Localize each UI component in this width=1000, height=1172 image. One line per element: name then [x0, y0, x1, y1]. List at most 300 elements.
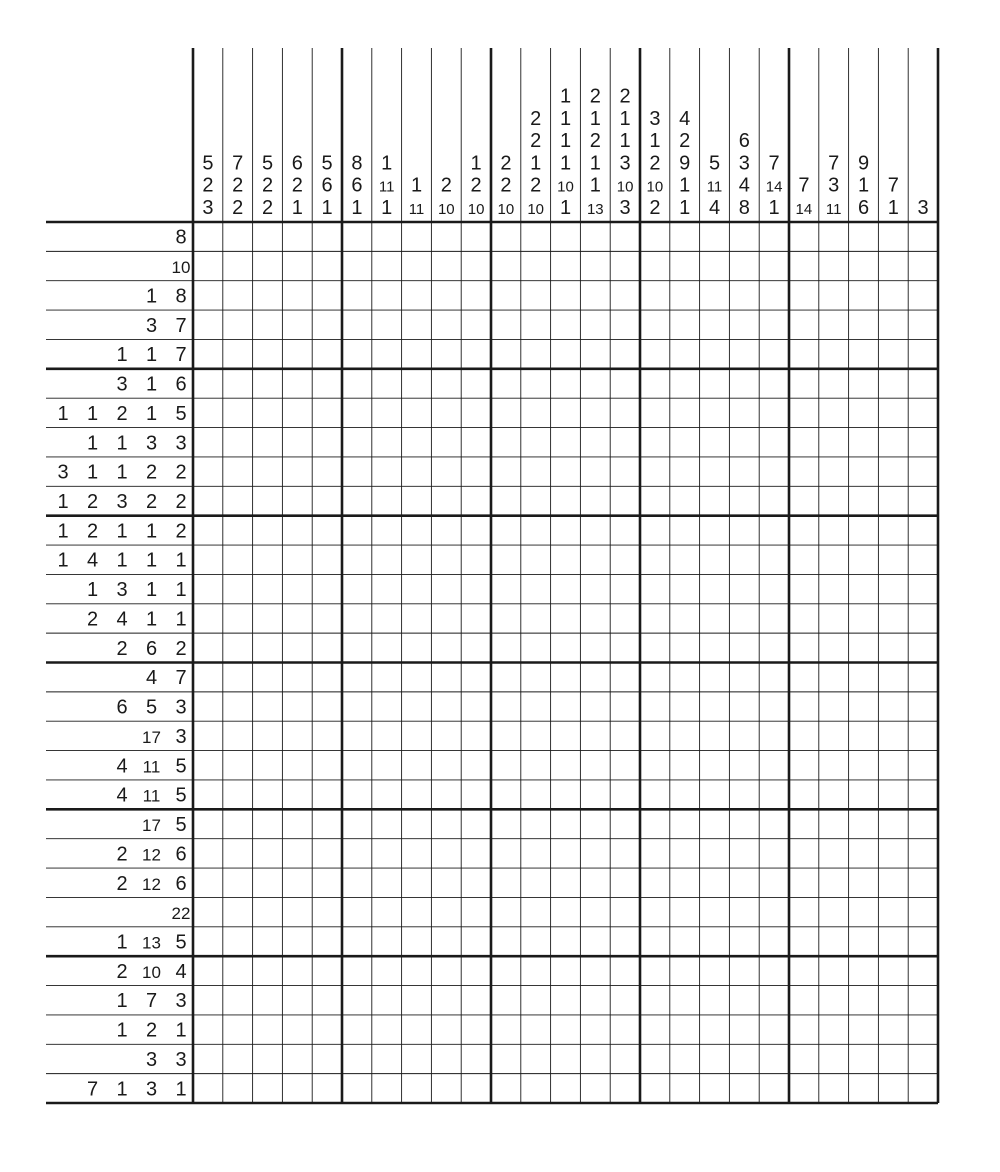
grid-cell[interactable] [431, 486, 461, 515]
grid-cell[interactable] [789, 809, 819, 838]
grid-cell[interactable] [312, 956, 342, 985]
grid-cell[interactable] [700, 692, 730, 721]
grid-cell[interactable] [670, 574, 700, 603]
grid-cell[interactable] [580, 721, 610, 750]
grid-cell[interactable] [610, 986, 640, 1015]
grid-cell[interactable] [789, 868, 819, 897]
grid-cell[interactable] [402, 516, 432, 545]
grid-cell[interactable] [908, 780, 938, 809]
grid-cell[interactable] [849, 428, 879, 457]
grid-cell[interactable] [551, 486, 581, 515]
grid-cell[interactable] [223, 780, 253, 809]
grid-cell[interactable] [640, 339, 670, 368]
grid-cell[interactable] [193, 721, 223, 750]
grid-cell[interactable] [819, 516, 849, 545]
grid-cell[interactable] [461, 1015, 491, 1044]
grid-cell[interactable] [372, 574, 402, 603]
grid-cell[interactable] [312, 1074, 342, 1103]
grid-cell[interactable] [640, 457, 670, 486]
grid-cell[interactable] [849, 222, 879, 251]
grid-cell[interactable] [372, 868, 402, 897]
grid-cell[interactable] [342, 809, 372, 838]
grid-cell[interactable] [878, 868, 908, 897]
grid-cell[interactable] [729, 1015, 759, 1044]
grid-cell[interactable] [878, 692, 908, 721]
grid-cell[interactable] [640, 369, 670, 398]
grid-cell[interactable] [461, 339, 491, 368]
grid-cell[interactable] [610, 692, 640, 721]
grid-cell[interactable] [789, 956, 819, 985]
grid-cell[interactable] [461, 663, 491, 692]
grid-cell[interactable] [521, 663, 551, 692]
grid-cell[interactable] [193, 751, 223, 780]
grid-cell[interactable] [759, 868, 789, 897]
grid-cell[interactable] [700, 369, 730, 398]
grid-cell[interactable] [640, 1044, 670, 1073]
grid-cell[interactable] [282, 839, 312, 868]
grid-cell[interactable] [402, 1015, 432, 1044]
grid-cell[interactable] [402, 222, 432, 251]
grid-cell[interactable] [431, 897, 461, 926]
grid-cell[interactable] [461, 281, 491, 310]
grid-cell[interactable] [372, 545, 402, 574]
grid-cell[interactable] [700, 428, 730, 457]
grid-cell[interactable] [402, 457, 432, 486]
grid-cell[interactable] [759, 251, 789, 280]
grid-cell[interactable] [908, 868, 938, 897]
grid-cell[interactable] [700, 897, 730, 926]
grid-cell[interactable] [223, 956, 253, 985]
grid-cell[interactable] [700, 751, 730, 780]
grid-cell[interactable] [759, 339, 789, 368]
grid-cell[interactable] [431, 868, 461, 897]
grid-cell[interactable] [521, 897, 551, 926]
grid-cell[interactable] [551, 780, 581, 809]
grid-cell[interactable] [670, 1015, 700, 1044]
grid-cell[interactable] [670, 868, 700, 897]
grid-cell[interactable] [372, 604, 402, 633]
grid-cell[interactable] [789, 839, 819, 868]
grid-cell[interactable] [282, 1044, 312, 1073]
grid-cell[interactable] [819, 310, 849, 339]
grid-cell[interactable] [610, 956, 640, 985]
grid-cell[interactable] [372, 986, 402, 1015]
grid-cell[interactable] [282, 1074, 312, 1103]
grid-cell[interactable] [431, 663, 461, 692]
grid-cell[interactable] [491, 604, 521, 633]
grid-cell[interactable] [253, 457, 283, 486]
grid-cell[interactable] [551, 545, 581, 574]
grid-cell[interactable] [610, 633, 640, 662]
grid-cell[interactable] [700, 986, 730, 1015]
grid-cell[interactable] [521, 986, 551, 1015]
grid-cell[interactable] [491, 339, 521, 368]
grid-cell[interactable] [342, 251, 372, 280]
grid-cell[interactable] [372, 310, 402, 339]
grid-cell[interactable] [461, 398, 491, 427]
grid-cell[interactable] [610, 222, 640, 251]
grid-cell[interactable] [551, 339, 581, 368]
grid-cell[interactable] [372, 486, 402, 515]
grid-cell[interactable] [193, 310, 223, 339]
grid-cell[interactable] [431, 604, 461, 633]
grid-cell[interactable] [223, 486, 253, 515]
grid-cell[interactable] [551, 956, 581, 985]
grid-cell[interactable] [580, 486, 610, 515]
grid-cell[interactable] [372, 339, 402, 368]
grid-cell[interactable] [670, 780, 700, 809]
grid-cell[interactable] [223, 1015, 253, 1044]
grid-cell[interactable] [402, 986, 432, 1015]
grid-cell[interactable] [402, 721, 432, 750]
grid-cell[interactable] [610, 486, 640, 515]
grid-cell[interactable] [282, 604, 312, 633]
grid-cell[interactable] [551, 809, 581, 838]
grid-cell[interactable] [819, 222, 849, 251]
grid-cell[interactable] [849, 281, 879, 310]
grid-cell[interactable] [849, 1015, 879, 1044]
grid-cell[interactable] [670, 516, 700, 545]
grid-cell[interactable] [819, 751, 849, 780]
grid-cell[interactable] [491, 457, 521, 486]
grid-cell[interactable] [789, 780, 819, 809]
grid-cell[interactable] [551, 692, 581, 721]
grid-cell[interactable] [640, 251, 670, 280]
grid-cell[interactable] [312, 809, 342, 838]
grid-cell[interactable] [819, 281, 849, 310]
grid-cell[interactable] [670, 986, 700, 1015]
grid-cell[interactable] [402, 310, 432, 339]
grid-cell[interactable] [282, 516, 312, 545]
grid-cell[interactable] [402, 751, 432, 780]
grid-cell[interactable] [521, 457, 551, 486]
grid-cell[interactable] [491, 369, 521, 398]
grid-cell[interactable] [908, 1015, 938, 1044]
grid-cell[interactable] [700, 663, 730, 692]
grid-cell[interactable] [491, 721, 521, 750]
grid-cell[interactable] [640, 897, 670, 926]
grid-cell[interactable] [849, 574, 879, 603]
grid-cell[interactable] [819, 868, 849, 897]
grid-cell[interactable] [580, 956, 610, 985]
grid-cell[interactable] [282, 457, 312, 486]
grid-cell[interactable] [759, 310, 789, 339]
grid-cell[interactable] [193, 281, 223, 310]
grid-cell[interactable] [551, 633, 581, 662]
grid-cell[interactable] [819, 633, 849, 662]
grid-cell[interactable] [700, 457, 730, 486]
grid-cell[interactable] [729, 1044, 759, 1073]
grid-cell[interactable] [729, 868, 759, 897]
grid-cell[interactable] [670, 428, 700, 457]
grid-cell[interactable] [282, 721, 312, 750]
grid-cell[interactable] [849, 486, 879, 515]
grid-cell[interactable] [461, 809, 491, 838]
grid-cell[interactable] [878, 1015, 908, 1044]
grid-cell[interactable] [819, 721, 849, 750]
grid-cell[interactable] [551, 751, 581, 780]
grid-cell[interactable] [849, 1074, 879, 1103]
grid-cell[interactable] [849, 927, 879, 956]
grid-cell[interactable] [282, 692, 312, 721]
grid-cell[interactable] [551, 1074, 581, 1103]
grid-cell[interactable] [223, 927, 253, 956]
grid-cell[interactable] [759, 751, 789, 780]
grid-cell[interactable] [759, 809, 789, 838]
grid-cell[interactable] [521, 310, 551, 339]
grid-cell[interactable] [819, 369, 849, 398]
grid-cell[interactable] [789, 486, 819, 515]
grid-cell[interactable] [908, 545, 938, 574]
grid-cell[interactable] [372, 956, 402, 985]
grid-cell[interactable] [402, 663, 432, 692]
grid-cell[interactable] [372, 663, 402, 692]
grid-cell[interactable] [193, 339, 223, 368]
grid-cell[interactable] [372, 1074, 402, 1103]
grid-cell[interactable] [849, 633, 879, 662]
grid-cell[interactable] [431, 339, 461, 368]
grid-cell[interactable] [610, 927, 640, 956]
grid-cell[interactable] [431, 251, 461, 280]
grid-cell[interactable] [849, 956, 879, 985]
grid-cell[interactable] [551, 1015, 581, 1044]
grid-cell[interactable] [312, 428, 342, 457]
grid-cell[interactable] [849, 751, 879, 780]
grid-cell[interactable] [193, 222, 223, 251]
grid-cell[interactable] [372, 809, 402, 838]
grid-cell[interactable] [253, 1044, 283, 1073]
grid-cell[interactable] [223, 281, 253, 310]
grid-cell[interactable] [580, 574, 610, 603]
grid-cell[interactable] [402, 868, 432, 897]
grid-cell[interactable] [908, 428, 938, 457]
grid-cell[interactable] [759, 1015, 789, 1044]
grid-cell[interactable] [521, 251, 551, 280]
grid-cell[interactable] [431, 839, 461, 868]
grid-cell[interactable] [253, 574, 283, 603]
grid-cell[interactable] [431, 927, 461, 956]
grid-cell[interactable] [729, 633, 759, 662]
grid-cell[interactable] [789, 633, 819, 662]
grid-cell[interactable] [670, 486, 700, 515]
grid-cell[interactable] [759, 839, 789, 868]
grid-cell[interactable] [908, 222, 938, 251]
grid-cell[interactable] [640, 839, 670, 868]
grid-cell[interactable] [640, 868, 670, 897]
grid-cell[interactable] [521, 780, 551, 809]
grid-cell[interactable] [908, 956, 938, 985]
grid-cell[interactable] [491, 633, 521, 662]
grid-cell[interactable] [521, 868, 551, 897]
grid-cell[interactable] [461, 780, 491, 809]
grid-cell[interactable] [431, 1015, 461, 1044]
grid-cell[interactable] [580, 222, 610, 251]
grid-cell[interactable] [610, 251, 640, 280]
grid-cell[interactable] [580, 339, 610, 368]
grid-cell[interactable] [908, 986, 938, 1015]
grid-cell[interactable] [819, 545, 849, 574]
grid-cell[interactable] [640, 604, 670, 633]
grid-cell[interactable] [431, 310, 461, 339]
grid-cell[interactable] [312, 751, 342, 780]
grid-cell[interactable] [700, 339, 730, 368]
grid-cell[interactable] [551, 986, 581, 1015]
grid-cell[interactable] [521, 633, 551, 662]
grid-cell[interactable] [670, 398, 700, 427]
grid-cell[interactable] [223, 692, 253, 721]
grid-cell[interactable] [431, 398, 461, 427]
grid-cell[interactable] [580, 927, 610, 956]
grid-cell[interactable] [819, 486, 849, 515]
grid-cell[interactable] [461, 751, 491, 780]
grid-cell[interactable] [849, 1044, 879, 1073]
grid-cell[interactable] [729, 692, 759, 721]
grid-cell[interactable] [372, 897, 402, 926]
grid-cell[interactable] [700, 809, 730, 838]
grid-cell[interactable] [819, 780, 849, 809]
grid-cell[interactable] [551, 251, 581, 280]
grid-cell[interactable] [729, 428, 759, 457]
grid-cell[interactable] [282, 986, 312, 1015]
grid-cell[interactable] [729, 751, 759, 780]
grid-cell[interactable] [342, 428, 372, 457]
grid-cell[interactable] [849, 516, 879, 545]
grid-cell[interactable] [789, 457, 819, 486]
grid-cell[interactable] [551, 281, 581, 310]
grid-cell[interactable] [580, 1044, 610, 1073]
grid-cell[interactable] [431, 809, 461, 838]
grid-cell[interactable] [580, 663, 610, 692]
grid-cell[interactable] [849, 986, 879, 1015]
grid-cell[interactable] [551, 369, 581, 398]
grid-cell[interactable] [700, 1015, 730, 1044]
grid-cell[interactable] [521, 604, 551, 633]
grid-cell[interactable] [312, 1015, 342, 1044]
grid-cell[interactable] [580, 281, 610, 310]
grid-cell[interactable] [461, 633, 491, 662]
grid-cell[interactable] [849, 457, 879, 486]
grid-cell[interactable] [491, 956, 521, 985]
grid-cell[interactable] [729, 251, 759, 280]
grid-cell[interactable] [312, 251, 342, 280]
grid-cell[interactable] [580, 310, 610, 339]
grid-cell[interactable] [849, 780, 879, 809]
grid-cell[interactable] [461, 721, 491, 750]
grid-cell[interactable] [491, 927, 521, 956]
grid-cell[interactable] [491, 692, 521, 721]
grid-cell[interactable] [342, 574, 372, 603]
grid-cell[interactable] [670, 751, 700, 780]
grid-cell[interactable] [193, 1074, 223, 1103]
grid-cell[interactable] [491, 663, 521, 692]
grid-cell[interactable] [789, 604, 819, 633]
grid-cell[interactable] [521, 839, 551, 868]
grid-cell[interactable] [729, 545, 759, 574]
grid-cell[interactable] [223, 751, 253, 780]
grid-cell[interactable] [819, 692, 849, 721]
grid-cell[interactable] [402, 545, 432, 574]
grid-cell[interactable] [193, 633, 223, 662]
grid-cell[interactable] [193, 545, 223, 574]
grid-cell[interactable] [878, 369, 908, 398]
grid-cell[interactable] [402, 486, 432, 515]
grid-cell[interactable] [789, 897, 819, 926]
grid-cell[interactable] [342, 780, 372, 809]
grid-cell[interactable] [491, 1044, 521, 1073]
grid-cell[interactable] [431, 956, 461, 985]
grid-cell[interactable] [849, 868, 879, 897]
grid-cell[interactable] [223, 369, 253, 398]
grid-cell[interactable] [402, 927, 432, 956]
grid-cell[interactable] [491, 545, 521, 574]
grid-cell[interactable] [729, 663, 759, 692]
grid-cell[interactable] [461, 222, 491, 251]
grid-cell[interactable] [819, 398, 849, 427]
grid-cell[interactable] [878, 809, 908, 838]
grid-cell[interactable] [670, 897, 700, 926]
grid-cell[interactable] [193, 897, 223, 926]
grid-cell[interactable] [789, 751, 819, 780]
grid-cell[interactable] [253, 780, 283, 809]
grid-cell[interactable] [521, 486, 551, 515]
grid-cell[interactable] [908, 486, 938, 515]
grid-cell[interactable] [282, 369, 312, 398]
grid-cell[interactable] [729, 927, 759, 956]
grid-cell[interactable] [580, 868, 610, 897]
grid-cell[interactable] [491, 428, 521, 457]
grid-cell[interactable] [908, 457, 938, 486]
grid-cell[interactable] [878, 398, 908, 427]
grid-cell[interactable] [670, 927, 700, 956]
grid-cell[interactable] [878, 310, 908, 339]
grid-cell[interactable] [610, 809, 640, 838]
grid-cell[interactable] [640, 956, 670, 985]
grid-cell[interactable] [640, 927, 670, 956]
grid-cell[interactable] [580, 780, 610, 809]
grid-cell[interactable] [223, 339, 253, 368]
grid-cell[interactable] [402, 1074, 432, 1103]
grid-cell[interactable] [402, 780, 432, 809]
grid-cell[interactable] [372, 780, 402, 809]
grid-cell[interactable] [729, 457, 759, 486]
grid-cell[interactable] [700, 604, 730, 633]
grid-cell[interactable] [759, 486, 789, 515]
grid-cell[interactable] [819, 897, 849, 926]
grid-cell[interactable] [193, 1015, 223, 1044]
grid-cell[interactable] [700, 310, 730, 339]
grid-cell[interactable] [342, 751, 372, 780]
grid-cell[interactable] [312, 574, 342, 603]
grid-cell[interactable] [610, 369, 640, 398]
grid-cell[interactable] [253, 633, 283, 662]
grid-cell[interactable] [431, 574, 461, 603]
grid-cell[interactable] [789, 516, 819, 545]
grid-cell[interactable] [521, 369, 551, 398]
grid-cell[interactable] [223, 986, 253, 1015]
grid-cell[interactable] [521, 398, 551, 427]
grid-cell[interactable] [521, 692, 551, 721]
grid-cell[interactable] [282, 927, 312, 956]
grid-cell[interactable] [759, 604, 789, 633]
grid-cell[interactable] [819, 809, 849, 838]
grid-cell[interactable] [908, 516, 938, 545]
grid-cell[interactable] [253, 604, 283, 633]
grid-cell[interactable] [342, 1015, 372, 1044]
grid-cell[interactable] [670, 251, 700, 280]
grid-cell[interactable] [610, 545, 640, 574]
grid-cell[interactable] [372, 927, 402, 956]
grid-cell[interactable] [610, 868, 640, 897]
